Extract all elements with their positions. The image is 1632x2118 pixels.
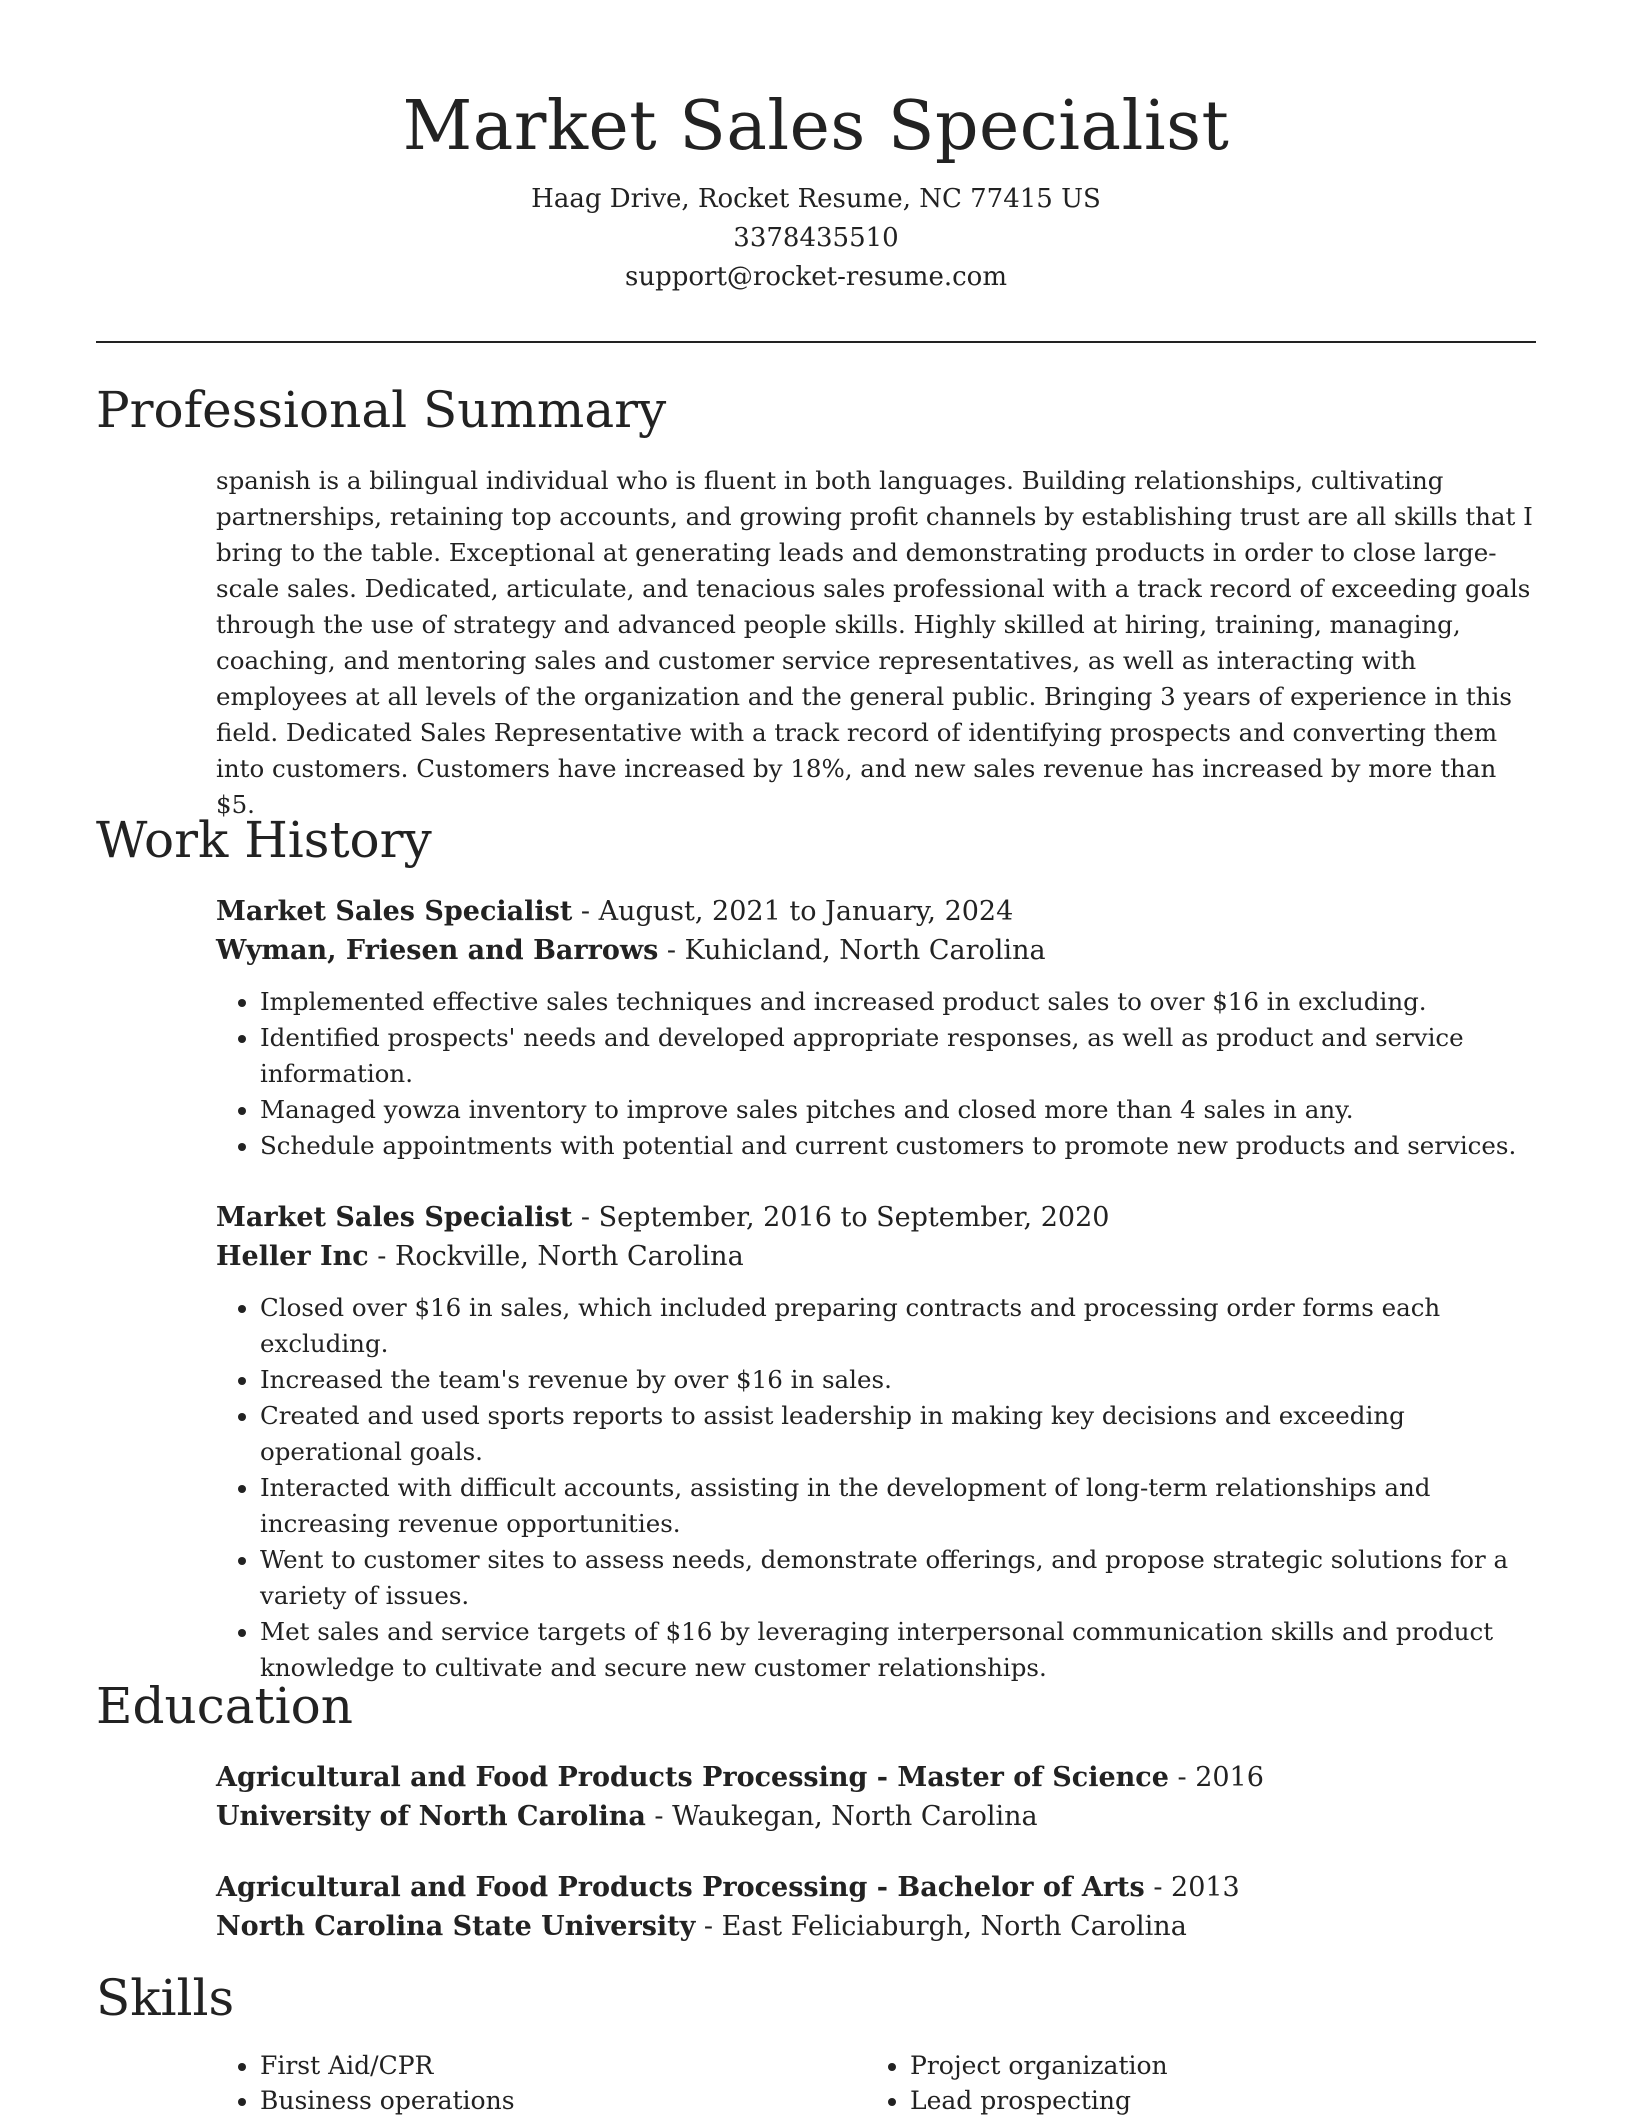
- education-year: - 2013: [1144, 1872, 1240, 1903]
- job-company: Heller Inc: [216, 1241, 369, 1272]
- summary-section: [216, 463, 1536, 823]
- skills-section: [216, 2048, 1536, 2118]
- contact-block: [0, 180, 1632, 297]
- education-location: - East Feliciaburgh, North Carolina: [695, 1911, 1187, 1942]
- summary-heading: Professional Summary: [96, 381, 667, 439]
- skills-heading: Skills: [96, 1969, 235, 2027]
- skills-list: [866, 2048, 1168, 2118]
- skills-column-right: [866, 2048, 1168, 2118]
- list-item: • Identified prospects' needs and developed appropriate responses, as well as product and service information.: [260, 1020, 1536, 1092]
- skills-list: [216, 2048, 515, 2118]
- summary-text: spanish is a bilingual individual who is fluent in both languages. Building relationships, cultivating partnerships, retaining top accounts, and growing profit channels by establishing trust are all skills that I bring to the table. Exceptional at generating leads and demonstrating products in order to close large-scale sales. Dedicated, articulate, and tenacious sales professional with a track record of exceeding goals through the use of strategy and advanced people skills. Highly skilled at hiring, training, managing, coaching, and mentoring sales and customer service representatives, as well as interacting with employees at all levels of the organization and the general public. Bringing 3 years of experience in this field. Dedicated Sales Representative with a track record of identifying prospects and converting them into customers. Customers have increased by 18%, and new sales revenue has increased by more than $5.: [216, 466, 1533, 819]
- list-item: • Interacted with difficult accounts, assisting in the development of long-term relationships and increasing revenue opportunities.: [260, 1470, 1536, 1542]
- job-company-line: [216, 1237, 1536, 1276]
- list-item: • Created and used sports reports to assist leadership in making key decisions and exceeding operational goals.: [260, 1398, 1536, 1470]
- job-bullets: [216, 984, 1536, 1164]
- list-item: • Business operations: [260, 2083, 515, 2118]
- list-item: • Met sales and service targets of $16 by leveraging interpersonal communication skills and product knowledge to cultivate and secure new customer relationships.: [260, 1614, 1536, 1686]
- job-dates: - September, 2016 to September, 2020: [572, 1202, 1110, 1233]
- job-location: - Rockville, North Carolina: [368, 1241, 744, 1272]
- job-company-line: [216, 931, 1536, 970]
- list-item: • Managed yowza inventory to improve sales pitches and closed more than 4 sales in any.: [260, 1092, 1536, 1128]
- contact-address: Haag Drive, Rocket Resume, NC 77415 US: [531, 184, 1101, 214]
- education-school-line: [216, 1797, 1536, 1836]
- job-company: Wyman, Friesen and Barrows: [216, 935, 659, 966]
- job-entry: [216, 1198, 1536, 1686]
- education-school-line: [216, 1907, 1536, 1946]
- education-entry: [216, 1758, 1536, 1836]
- list-item: • Implemented effective sales techniques and increased product sales to over $16 in excluding.: [260, 984, 1536, 1020]
- job-title: Market Sales Specialist: [216, 896, 573, 927]
- education-degree-line: [216, 1868, 1536, 1907]
- skills-column-left: [216, 2048, 515, 2118]
- list-item: • Closed over $16 in sales, which included preparing contracts and processing order forms each excluding.: [260, 1290, 1536, 1362]
- education-school: North Carolina State University: [216, 1911, 696, 1942]
- job-title-line: [216, 1198, 1536, 1237]
- job-entry: [216, 892, 1536, 1164]
- education-degree: - Master of Science: [867, 1762, 1169, 1793]
- list-item: • Increased the team's revenue by over $16 in sales.: [260, 1362, 1536, 1398]
- list-item: • Lead prospecting: [910, 2083, 1168, 2118]
- list-item: • Schedule appointments with potential and current customers to promote new products and services.: [260, 1128, 1536, 1164]
- job-location: - Kuhicland, North Carolina: [658, 935, 1046, 966]
- job-bullets: [216, 1290, 1536, 1686]
- education-field: Agricultural and Food Products Processing: [216, 1872, 868, 1903]
- education-field: Agricultural and Food Products Processing: [216, 1762, 868, 1793]
- contact-email: support@rocket-resume.com: [624, 262, 1007, 292]
- education-heading: Education: [96, 1677, 353, 1735]
- list-item: • Went to customer sites to assess needs, demonstrate offerings, and propose strategic solutions for a variety of issues.: [260, 1542, 1536, 1614]
- job-title: Market Sales Specialist: [216, 1202, 573, 1233]
- education-entry: [216, 1868, 1536, 1946]
- resume-header: [0, 0, 1632, 297]
- job-title-line: [216, 892, 1536, 931]
- education-school: University of North Carolina: [216, 1801, 646, 1832]
- work-history-heading: Work History: [96, 811, 432, 869]
- list-item: • Project organization: [910, 2048, 1168, 2083]
- education-degree-line: [216, 1758, 1536, 1797]
- header-divider: [96, 341, 1536, 343]
- education-degree: - Bachelor of Arts: [867, 1872, 1145, 1903]
- resume-name: Market Sales Specialist: [402, 87, 1230, 166]
- job-dates: - August, 2021 to January, 2024: [572, 896, 1014, 927]
- education-year: - 2016: [1168, 1762, 1264, 1793]
- contact-phone: 3378435510: [733, 223, 899, 253]
- education-location: - Waukegan, North Carolina: [645, 1801, 1038, 1832]
- list-item: • First Aid/CPR: [260, 2048, 515, 2083]
